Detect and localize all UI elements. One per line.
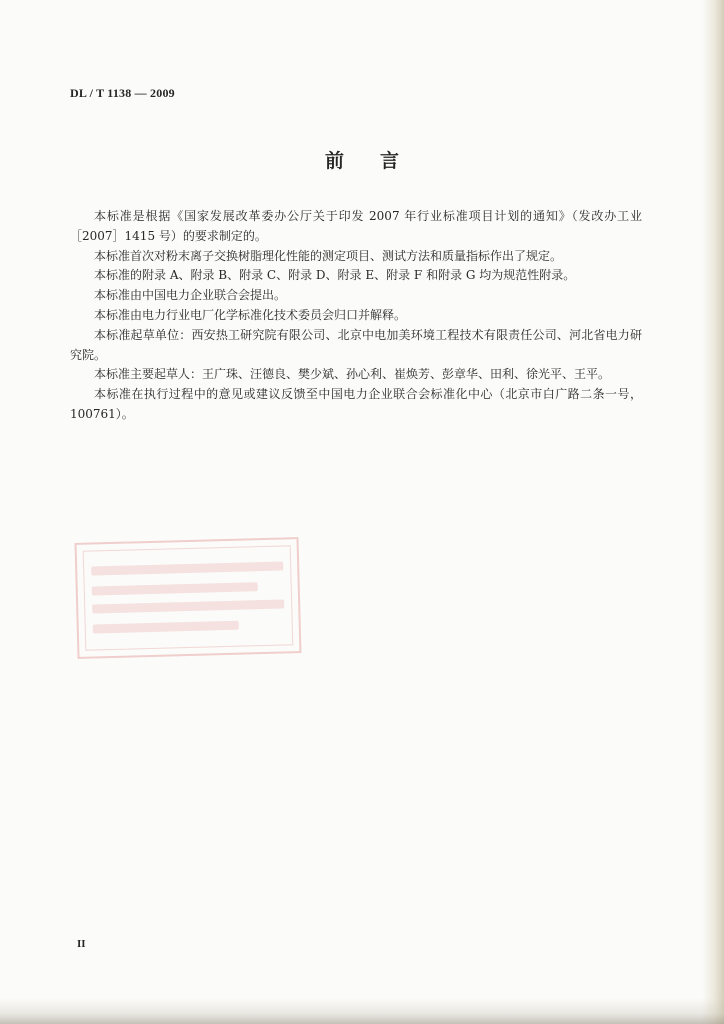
paragraph: 本标准起草单位：西安热工研究院有限公司、北京中电加美环境工程技术有限责任公司、河北省电力研究院。 [70, 327, 642, 362]
document-id: DL / T 1138 — 2009 [70, 86, 175, 100]
paragraph: 本标准由电力行业电厂化学标准化技术委员会归口并解释。 [94, 307, 407, 322]
paragraph: 本标准是根据《国家发展改革委办公厅关于印发 2007 年行业标准项目计划的通知》（发改办工业［2007］1415 号）的要求制定的。 [70, 209, 642, 243]
paragraph: 本标准首次对粉末离子交换树脂理化性能的测定项目、测试方法和质量指标作出了规定。 [94, 248, 563, 263]
page-number: II [77, 938, 86, 950]
page-bottom-edge [0, 998, 724, 1024]
paragraph: 本标准主要起草人：王广珠、汪德良、樊少斌、孙心利、崔焕芳、彭章华、田利、徐光平、王平。 [94, 367, 611, 382]
paragraph: 本标准由中国电力企业联合会提出。 [94, 288, 287, 303]
page-title: 前言 [324, 150, 435, 172]
faded-red-stamp [75, 537, 302, 659]
paragraph: 本标准的附录 A、附录 B、附录 C、附录 D、附录 E、附录 F 和附录 G 均为规范性附录。 [94, 268, 576, 283]
foreword-body [70, 207, 642, 425]
paragraph: 本标准在执行过程中的意见或建议反馈至中国电力企业联合会标准化中心（北京市白广路二条一号，100761）。 [70, 387, 642, 421]
